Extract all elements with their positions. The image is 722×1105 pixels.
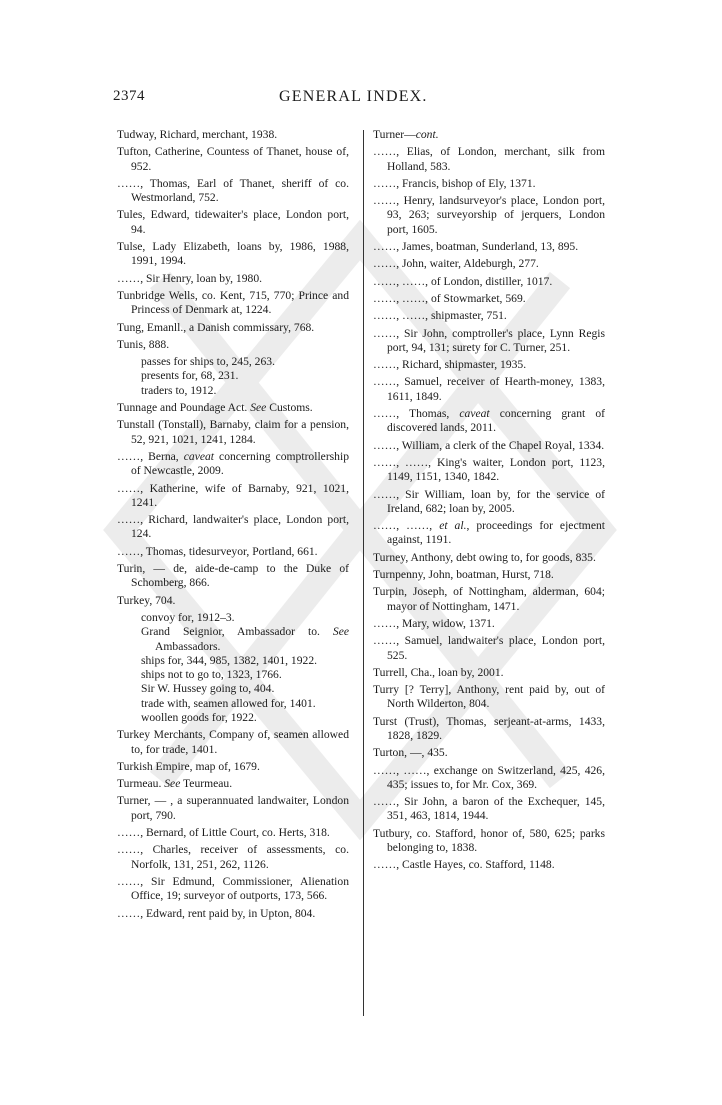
index-entry: Turney, Anthony, debt owing to, for goods, 835. — [373, 550, 596, 564]
index-entry: ……, Richard, landwaiter's place, London port, 124. — [117, 513, 349, 541]
index-entry: Turkey Merchants, Company of, seamen allowed to, for trade, 1401. — [117, 728, 349, 756]
index-entry: Tufton, Catherine, Countess of Thanet, house of, 952. — [117, 145, 349, 173]
index-subentry: traders to, 1912. — [141, 383, 217, 397]
index-subentry: Grand Seignior, Ambassador to. See Ambassadors. — [141, 625, 349, 653]
index-entry: ……, ……, et al., proceedings for ejectment against, 1191. — [373, 519, 605, 547]
index-subentry: Sir W. Hussey going to, 404. — [141, 682, 275, 696]
index-entry: Turry [? Terry], Anthony, rent paid by, out of North Wilderton, 804. — [373, 683, 605, 711]
index-entry: Turton, —, 435. — [373, 746, 448, 760]
index-entry: ……, William, a clerk of the Chapel Royal, 1334. — [373, 438, 605, 452]
index-entry: ……, Thomas, Earl of Thanet, sheriff of co. Westmorland, 752. — [117, 176, 349, 205]
index-entry: Tulse, Lady Elizabeth, loans by, 1986, 1988, 1991, 1994. — [117, 240, 349, 268]
index-entry: ……, Sir Henry, loan by, 1980. — [117, 271, 263, 285]
index-entry: ……, John, waiter, Aldeburgh, 277. — [373, 257, 539, 271]
index-entry: Tudway, Richard, merchant, 1938. — [117, 128, 278, 141]
index-entry: Tunbridge Wells, co. Kent, 715, 770; Prince and Princess of Denmark at, 1224. — [117, 288, 349, 317]
index-entry: ……, Edward, rent paid by, in Upton, 804. — [117, 906, 316, 920]
page-number: 2374 — [113, 88, 145, 104]
index-entry: ……, Richard, shipmaster, 1935. — [373, 358, 527, 372]
index-subentry: woollen goods for, 1922. — [141, 710, 257, 724]
index-entry: Turrell, Cha., loan by, 2001. — [373, 665, 504, 679]
index-entry: Tunnage and Poundage Act. See Customs. — [117, 401, 313, 415]
index-entry: Turst (Trust), Thomas, serjeant-at-arms, 1433, 1828, 1829. — [373, 714, 605, 742]
index-entry: ……, Castle Hayes, co. Stafford, 1148. — [373, 858, 555, 872]
index-subentry: ships for, 344, 985, 1382, 1401, 1922. — [141, 653, 318, 667]
index-entry: ……, ……, shipmaster, 751. — [373, 309, 507, 323]
index-entry: Tunis, 888. — [117, 337, 170, 351]
index-entry: Turnpenny, John, boatman, Hurst, 718. — [373, 568, 554, 582]
index-entry: ……, ……, of London, distiller, 1017. — [373, 274, 553, 288]
index-entry: ……, Berna, caveat concerning comptrollership of Newcastle, 2009. — [117, 449, 350, 478]
running-title: GENERAL INDEX. — [279, 88, 428, 105]
index-entry: Tules, Edward, tidewaiter's place, London port, 94. — [117, 208, 349, 236]
index-entry: ……, ……, exchange on Switzerland, 425, 426, 435; issues to, for Mr. Cox, 369. — [373, 763, 605, 791]
index-entry: ……, Henry, landsurveyor's place, London port, 93, 263; surveyorship of jerquers, London port, 1605. — [373, 194, 605, 236]
index-subentry: convoy for, 1912–3. — [141, 610, 235, 624]
index-entry: ……, Mary, widow, 1371. — [373, 616, 495, 630]
index-entry: Turpin, Joseph, of Nottingham, alderman, 604; mayor of Nottingham, 1471. — [373, 585, 605, 613]
index-entry: Turner, — , a superannuated landwaiter, London port, 790. — [117, 794, 349, 822]
right-index-column — [373, 128, 605, 876]
column-divider — [363, 130, 364, 1016]
index-entry: ……, Katherine, wife of Barnaby, 921, 1021, 1241. — [117, 481, 349, 509]
index-subentry: trade with, seamen allowed for, 1401. — [141, 696, 316, 710]
index-entry: Tutbury, co. Stafford, honor of, 580, 625; parks belonging to, 1838. — [373, 826, 605, 855]
page-header — [113, 88, 613, 112]
index-entry: Turmeau. See Teurmeau. — [117, 777, 233, 791]
index-entry: ……, James, boatman, Sunderland, 13, 895. — [373, 240, 579, 254]
index-entry: Turkey, 704. — [117, 593, 176, 607]
index-entry: ……, Thomas, tidesurveyor, Portland, 661. — [117, 544, 318, 558]
index-entry: Tung, Emanll., a Danish commissary, 768. — [117, 320, 315, 334]
index-entry: ……, Elias, of London, merchant, silk from Holland, 583. — [373, 145, 605, 173]
index-entry: ……, Sir William, loan by, for the service of Ireland, 682; loan by, 2005. — [373, 487, 605, 515]
index-entry: ……, Sir John, comptroller's place, Lynn Regis port, 94, 131; surety for C. Turner, 251. — [373, 326, 605, 354]
index-entry: Turin, — de, aide-de-camp to the Duke of Schomberg, 866. — [117, 562, 349, 590]
index-entry: Turner—cont. — [373, 128, 439, 141]
index-entry: ……, Bernard, of Little Court, co. Herts, 318. — [117, 826, 330, 840]
index-entry: ……, ……, of Stowmarket, 569. — [373, 291, 526, 305]
index-entry: ……, Sir John, a baron of the Exchequer, 145, 351, 463, 1814, 1944. — [373, 795, 605, 823]
index-entry: Tunstall (Tonstall), Barnaby, claim for a pension, 52, 921, 1021, 1241, 1284. — [117, 418, 349, 446]
index-entry: ……, Charles, receiver of assessments, co. Norfolk, 131, 251, 262, 1126. — [117, 843, 349, 871]
index-subentry: passes for ships to, 245, 263. — [141, 355, 275, 369]
index-entry: ……, Francis, bishop of Ely, 1371. — [373, 176, 536, 190]
index-entry: ……, Samuel, receiver of Hearth-money, 1383, 1611, 1849. — [373, 375, 605, 403]
index-entry: ……, ……, King's waiter, London port, 1123, 1149, 1151, 1340, 1842. — [373, 455, 605, 484]
index-entry: ……, Sir Edmund, Commissioner, Alienation Office, 19; surveyor of outports, 173, 566. — [117, 874, 349, 903]
index-subentry: ships not to go to, 1323, 1766. — [141, 668, 282, 682]
left-index-column — [117, 128, 349, 924]
index-entry: ……, Thomas, caveat concerning grant of discovered lands, 2011. — [373, 407, 605, 435]
index-entry: ……, Samuel, landwaiter's place, London port, 525. — [373, 634, 605, 662]
index-subentry: presents for, 68, 231. — [141, 369, 239, 383]
index-entry: Turkish Empire, map of, 1679. — [117, 759, 260, 773]
